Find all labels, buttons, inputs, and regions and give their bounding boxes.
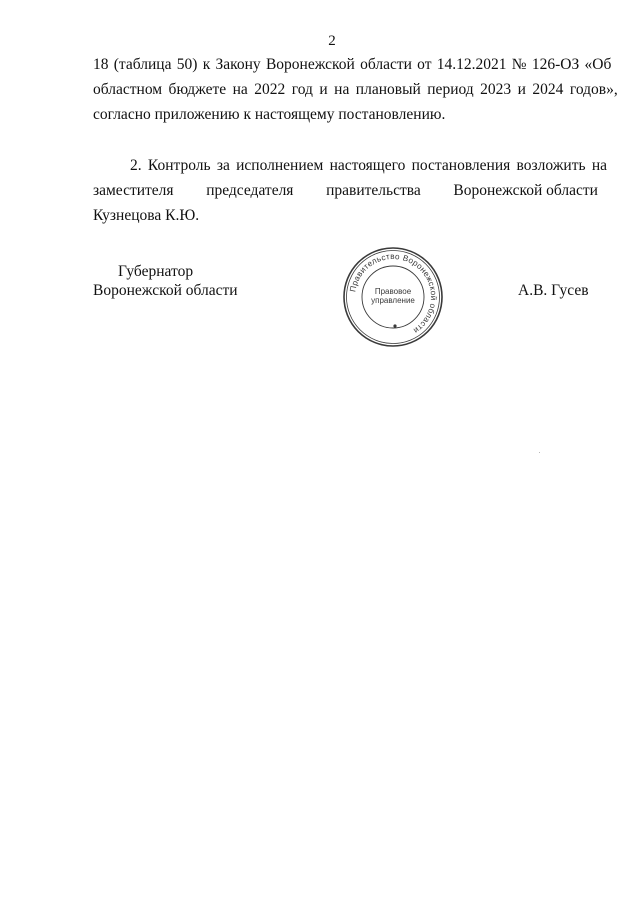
page-number: 2 [328,33,336,49]
paragraph-budget-reference [93,52,618,127]
paragraph1-line2: областном бюджете на 2022 год и на плановый период 2023 и 2024 годов», [93,81,618,98]
word-government: правительства [326,182,421,199]
stamp-center-line1: Правовое [374,287,412,296]
paragraph-control-clause [93,153,608,228]
signatory-position-line1: Губернатор [118,263,194,280]
paragraph2-line1: 2. Контроль за исполнением настоящего постановления возложить на [130,157,608,174]
stamp-dot [393,324,396,327]
stamp-ring-text: Правительство Воронежской области [348,251,439,336]
scan-speck [539,452,540,453]
paragraph2-line3: Кузнецова К.Ю. [93,207,200,224]
stamp-seal-graphic [342,246,444,348]
word-deputy: заместителя [93,182,174,199]
stamp-center-line2: управление [371,296,415,305]
paragraph1-line3: согласно приложению к настоящему постановлению. [93,106,446,123]
word-voronezh-region: Воронежской области [453,182,598,199]
signatory-position [93,262,238,300]
official-stamp [342,246,444,348]
paragraph2-line2 [93,178,598,203]
signatory-name: А.В. Гусев [518,282,589,299]
paragraph1-line1: 18 (таблица 50) к Закону Воронежской области от 14.12.2021 № 126-ОЗ «Об [93,56,612,73]
signatory-position-line2: Воронежской области [93,282,238,299]
word-chairman: председателя [206,182,294,199]
